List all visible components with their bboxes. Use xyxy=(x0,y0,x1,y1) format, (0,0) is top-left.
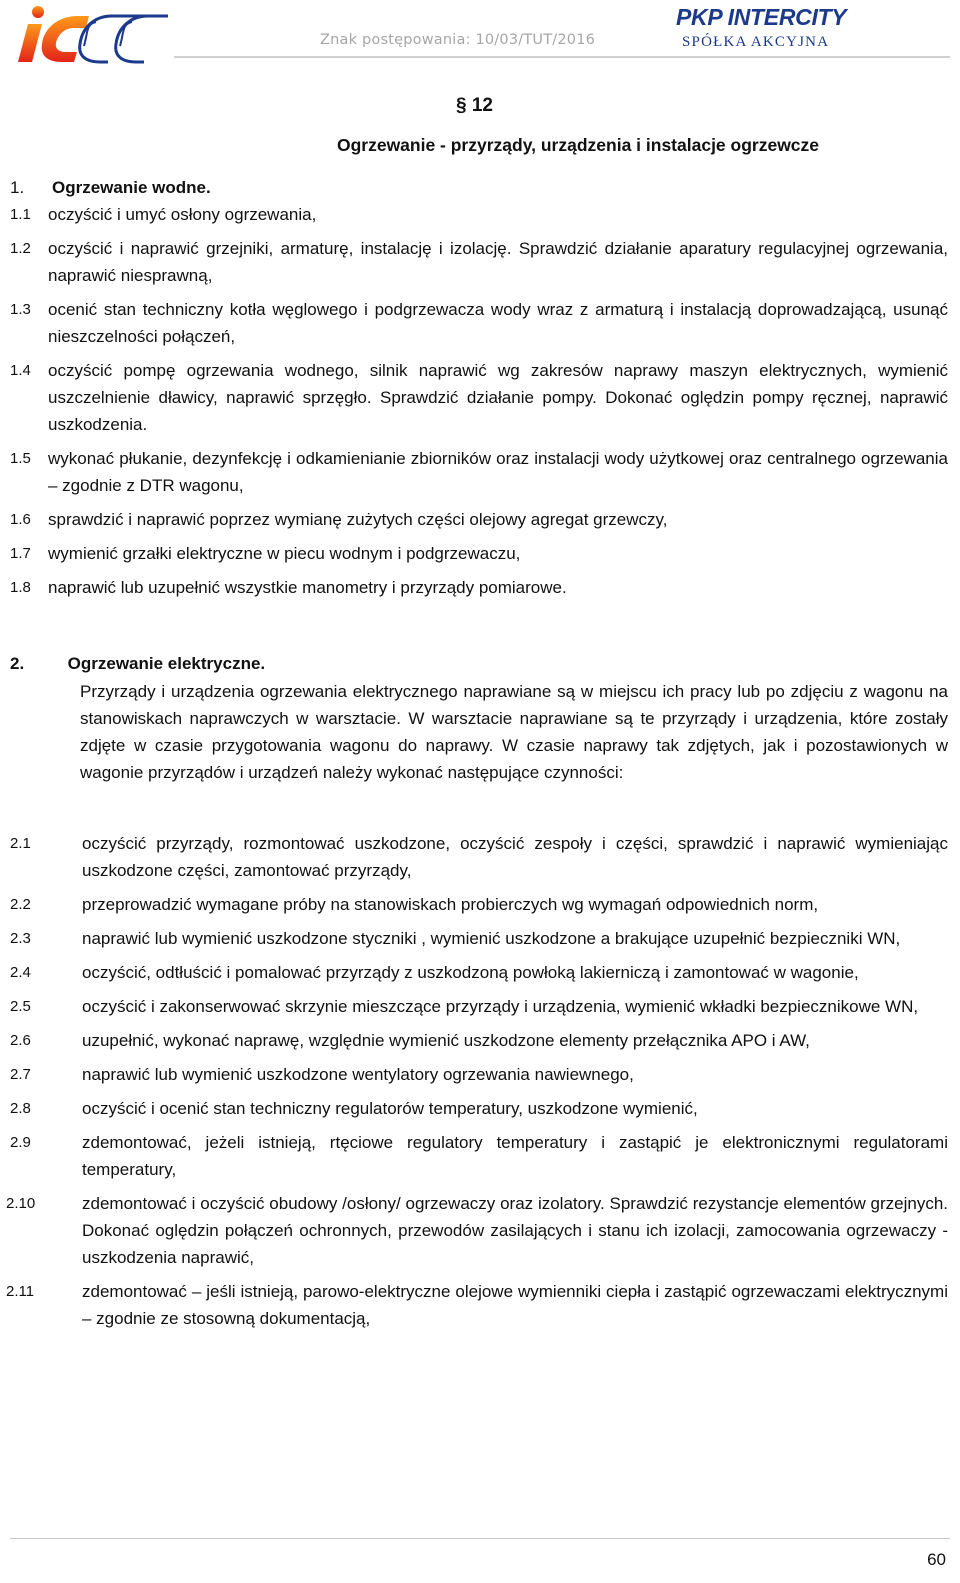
item-number: 1.1 xyxy=(10,206,31,223)
item-text: oczyścić i zakonserwować skrzynie mieszczące przyrządy i urządzenia, wymienić wkładki bezpiecznikowe WN, xyxy=(82,997,919,1016)
list-item xyxy=(6,925,948,952)
item-number: 2.2 xyxy=(10,896,31,913)
item-text: oczyścić przyrządy, rozmontować uszkodzone, oczyścić zespoły i części, sprawdzić i naprawić wymieniając uszkodzone części, zamontować przyrządy, xyxy=(82,834,948,880)
list-item xyxy=(6,891,948,918)
section-number: § 12 xyxy=(456,95,493,116)
item-number: 1.8 xyxy=(10,579,31,596)
item-number: 1.6 xyxy=(10,511,31,528)
part1-heading xyxy=(10,174,948,201)
item-text: przeprowadzić wymagane próby na stanowiskach probierczych wg wymagań odpowiednich norm, xyxy=(82,895,819,914)
brand-subtitle: SPÓŁKA AKCYJNA xyxy=(682,34,830,50)
brand-name: PKP INTERCITY xyxy=(676,4,847,30)
item-number: 1.5 xyxy=(10,450,31,467)
item-text: wymienić grzałki elektryczne w piecu wodnym i podgrzewaczu, xyxy=(48,544,521,563)
item-text: naprawić lub uzupełnić wszystkie manometry i przyrządy pomiarowe. xyxy=(48,578,567,597)
list-item xyxy=(6,959,948,986)
item-text: oczyścić i ocenić stan techniczny regulatorów temperatury, uszkodzone wymienić, xyxy=(82,1099,698,1118)
list-item xyxy=(10,357,948,438)
item-text: sprawdzić i naprawić poprzez wymianę zużytych części olejowy agregat grzewczy, xyxy=(48,510,668,529)
item-number: 2.11 xyxy=(6,1283,35,1300)
list-item xyxy=(6,1129,948,1183)
item-text: oczyścić pompę ogrzewania wodnego, silnik naprawić wg zakresów naprawy maszyn elektrycznych, wymienić uszczelnienie dławicy, naprawić sprzęgło. Sprawdzić działanie pompy. Dokonać oględzin pompy ręcznej, naprawić uszkodzenia. xyxy=(48,361,948,434)
header-divider xyxy=(174,56,950,58)
part2-list xyxy=(6,830,948,1339)
list-item xyxy=(10,445,948,499)
part1-heading-number: 1. xyxy=(10,178,25,197)
item-text: ocenić stan techniczny kotła węglowego i podgrzewacza wody wraz z armaturą i instalacją doprowadzającą, usunąć nieszczelności połączeń, xyxy=(48,300,948,346)
list-item xyxy=(6,1278,948,1332)
item-text: zdemontować, jeżeli istnieją, rtęciowe regulatory temperatury i zastąpić je elektronicznymi regulatorami temperatury, xyxy=(82,1133,948,1179)
item-text: oczyścić i umyć osłony ogrzewania, xyxy=(48,205,317,224)
item-number: 2.6 xyxy=(10,1032,31,1049)
item-text: oczyścić i naprawić grzejniki, armaturę, instalację i izolację. Sprawdzić działanie aparatury regulacyjnej ogrzewania, naprawić niesprawną, xyxy=(48,239,948,285)
item-number: 2.9 xyxy=(10,1134,31,1151)
part1-heading-text: Ogrzewanie wodne. xyxy=(52,178,211,197)
list-item xyxy=(10,574,948,601)
part1-list xyxy=(10,174,948,608)
list-item xyxy=(10,506,948,533)
iccc-logo-icon xyxy=(8,2,170,66)
pkp-intercity-logo xyxy=(676,4,946,51)
part2-intro: Przyrządy i urządzenia ogrzewania elektrycznego naprawiane są w miejscu ich pracy lub po zdjęciu z wagonu na stanowiskach naprawczych w warsztacie. W warsztacie naprawiane są te przyrządy i urządzenia, które zostały zdjęte w czasie przygotowania wagonu do naprawy. W czasie naprawy tak zdjętych, jak i pozostawionych w wagonie przyrządów i urządzeń należy wykonać następujące czynności: xyxy=(80,682,948,782)
item-number: 2.5 xyxy=(10,998,31,1015)
item-text: zdemontować – jeśli istnieją, parowo-elektryczne olejowe wymienniki ciepła i zastąpić ogrzewaczami elektrycznymi – zgodnie ze stosowną dokumentacją, xyxy=(82,1282,948,1328)
item-number: 2.4 xyxy=(10,964,31,981)
page-number: 60 xyxy=(927,1550,946,1569)
page-header xyxy=(0,0,960,72)
item-text: naprawić lub wymienić uszkodzone styczniki , wymienić uszkodzone a brakujące uzupełnić bezpieczniki WN, xyxy=(82,929,901,948)
list-item xyxy=(6,1095,948,1122)
item-text: oczyścić, odtłuścić i pomalować przyrządy z uszkodzoną powłoką lakierniczą i zamontować w wagonie, xyxy=(82,963,859,982)
list-item xyxy=(6,830,948,884)
part2-heading-text: Ogrzewanie elektryczne. xyxy=(67,654,266,673)
item-number: 1.4 xyxy=(10,362,31,379)
list-item xyxy=(10,235,948,289)
item-number: 1.2 xyxy=(10,240,31,257)
section-title-text: Ogrzewanie - przyrządy, urządzenia i instalacje ogrzewcze xyxy=(336,135,820,155)
item-number: 2.3 xyxy=(10,930,31,947)
list-item xyxy=(10,296,948,350)
list-item xyxy=(6,1061,948,1088)
item-number: 2.8 xyxy=(10,1100,31,1117)
section-title xyxy=(0,132,960,159)
list-item xyxy=(6,1190,948,1271)
list-item xyxy=(10,201,948,228)
item-text: uzupełnić, wykonać naprawę, względnie wymienić uszkodzone elementy przełącznika APO i AW, xyxy=(82,1031,810,1050)
item-text: zdemontować i oczyścić obudowy /osłony/ ogrzewaczy oraz izolatory. Sprawdzić rezystancje elementów grzejnych. Dokonać oględzin połączeń ochronnych, przewodów zasilających i stanu ich izolacji, zamocowania ogrzewaczy - uszkodzenia naprawić, xyxy=(82,1194,948,1267)
list-item xyxy=(6,993,948,1020)
item-number: 1.3 xyxy=(10,301,31,318)
list-item xyxy=(6,1027,948,1054)
part2-heading-number: 2. xyxy=(10,654,25,673)
item-number: 2.1 xyxy=(10,835,31,852)
item-number: 2.10 xyxy=(6,1195,36,1212)
item-text: wykonać płukanie, dezynfekcję i odkamienianie zbiorników oraz instalacji wody użytkowej oraz centralnego ogrzewania – zgodnie z DTR wagonu, xyxy=(48,449,948,495)
tender-reference: Znak postępowania: 10/03/TUT/2016 xyxy=(320,32,596,48)
item-text: naprawić lub wymienić uszkodzone wentylatory ogrzewania nawiewnego, xyxy=(82,1065,634,1084)
item-number: 2.7 xyxy=(10,1066,31,1083)
footer-divider xyxy=(10,1538,950,1539)
list-item xyxy=(10,540,948,567)
part2-heading xyxy=(10,650,265,677)
item-number: 1.7 xyxy=(10,545,31,562)
